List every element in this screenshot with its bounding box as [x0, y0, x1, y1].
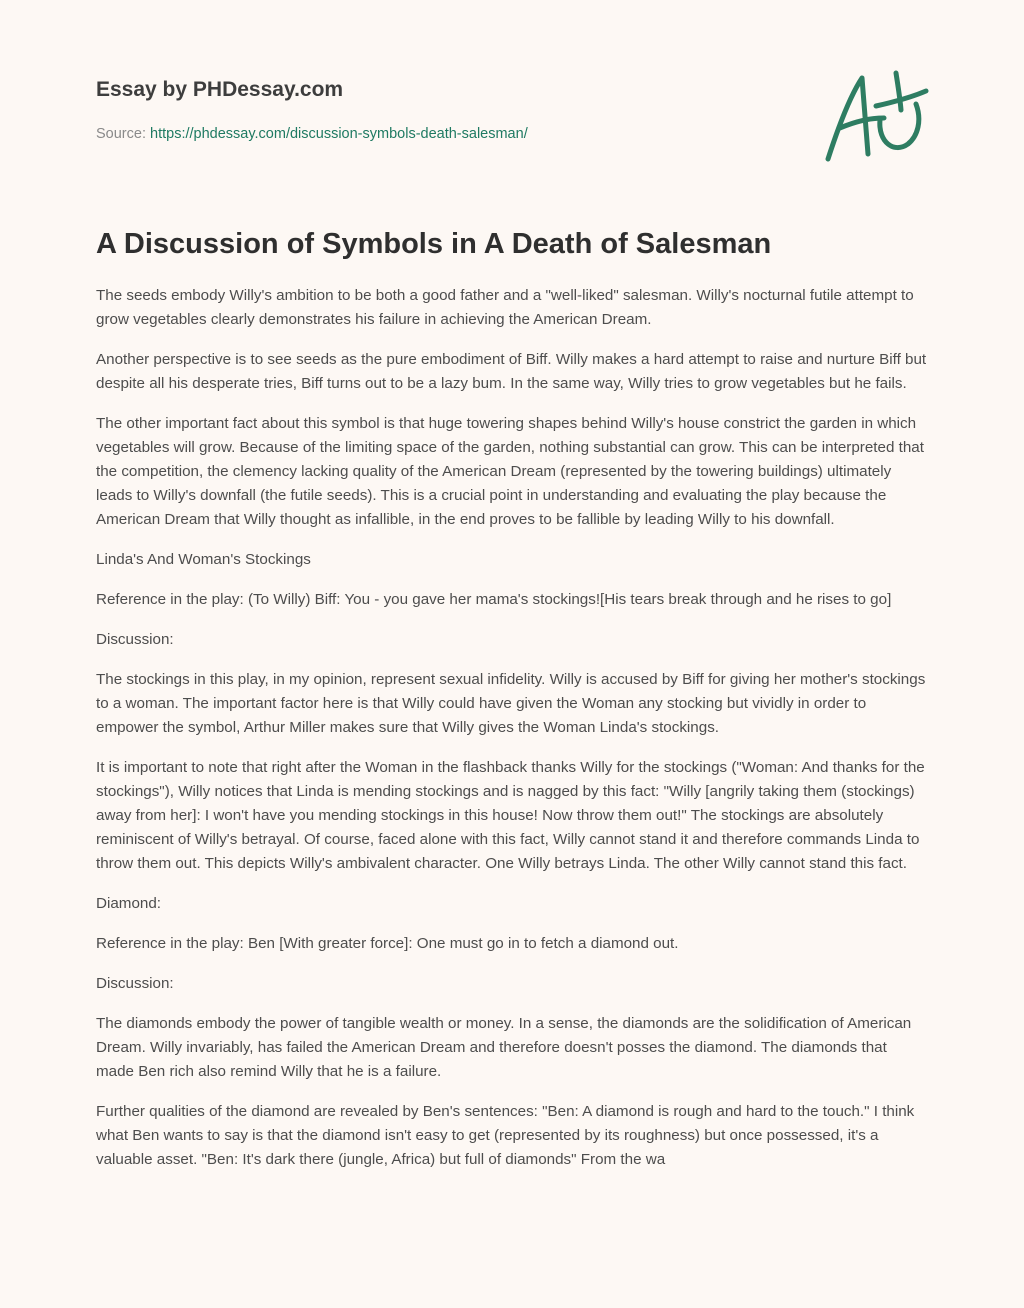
paragraph: The diamonds embody the power of tangible wealth or money. In a sense, the diamonds are the solidification of American Dream. Willy invariably, has failed the American Dream and therefore doesn't posses the diamond. The diamonds that made Ben rich also remind Willy that he is a failure.	[96, 1015, 912, 1080]
site-title: Essay by PHDessay.com	[96, 78, 344, 101]
page-header	[96, 76, 796, 144]
section-label: Discussion:	[96, 631, 174, 648]
source-link[interactable]: https://phdessay.com/discussion-symbols-death-salesman/	[150, 126, 528, 142]
source-label: Source:	[96, 126, 146, 142]
essay-body	[96, 284, 928, 1308]
a-plus-grade-icon	[818, 66, 930, 166]
paragraph: Another perspective is to see seeds as the pure embodiment of Biff. Willy makes a hard attempt to raise and nurture Biff but despite all his desperate tries, Biff turns out to be a lazy bum. In the same way, Willy tries to grow vegetables but he fails.	[96, 351, 927, 392]
paragraph: Further qualities of the diamond are revealed by Ben's sentences: "Ben: A diamond is rough and hard to the touch." I think what Ben wants to say is that the diamond isn't easy to get (represented by its roughness) but once possessed, it's a valuable asset. "Ben: It's dark there (jungle, Africa) but full of diamonds" From the wa	[96, 1103, 915, 1168]
essay-title: A Discussion of Symbols in A Death of Salesman	[96, 228, 772, 260]
source-line	[96, 124, 796, 144]
section-heading: Diamond:	[96, 895, 161, 912]
paragraph: Reference in the play: Ben [With greater force]: One must go in to fetch a diamond out.	[96, 935, 679, 952]
paragraph: Reference in the play: (To Willy) Biff: You - you gave her mama's stockings![His tears break through and he rises to go]	[96, 591, 892, 608]
paragraph: The seeds embody Willy's ambition to be both a good father and a "well-liked" salesman. Willy's nocturnal futile attempt to grow vegetables clearly demonstrates his failure in achieving the American Dream.	[96, 287, 914, 328]
section-label: Discussion:	[96, 975, 174, 992]
section-heading: Linda's And Woman's Stockings	[96, 551, 311, 568]
paragraph: The stockings in this play, in my opinion, represent sexual infidelity. Willy is accused by Biff for giving her mother's stockings to a woman. The important factor here is that Willy could have given the Woman any stocking but vividly in order to empower the symbol, Arthur Miller makes sure that Willy gives the Woman Linda's stockings.	[96, 671, 926, 736]
paragraph: It is important to note that right after the Woman in the flashback thanks Willy for the stockings ("Woman: And thanks for the stockings"), Willy notices that Linda is mending stockings and is nagged by this fact: "Willy [angrily taking them (stockings) away from her]: I won't have you mending stockings in this house! Now throw them out!" The stockings are absolutely reminiscent of Willy's betrayal. Of course, faced alone with this fact, Willy cannot stand it and therefore commands Linda to throw them out. This depicts Willy's ambivalent character. One Willy betrays Linda. The other Willy cannot stand this fact.	[96, 759, 925, 872]
paragraph: The other important fact about this symbol is that huge towering shapes behind Willy's house constrict the garden in which vegetables will grow. Because of the limiting space of the garden, nothing substantial can grow. This can be interpreted that the competition, the clemency lacking quality of the American Dream (represented by the towering buildings) ultimately leads to Willy's downfall (the futile seeds). This is a crucial point in understanding and evaluating the play because the American Dream that Willy thought as infallible, in the end proves to be fallible by leading Willy to his downfall.	[96, 415, 924, 528]
